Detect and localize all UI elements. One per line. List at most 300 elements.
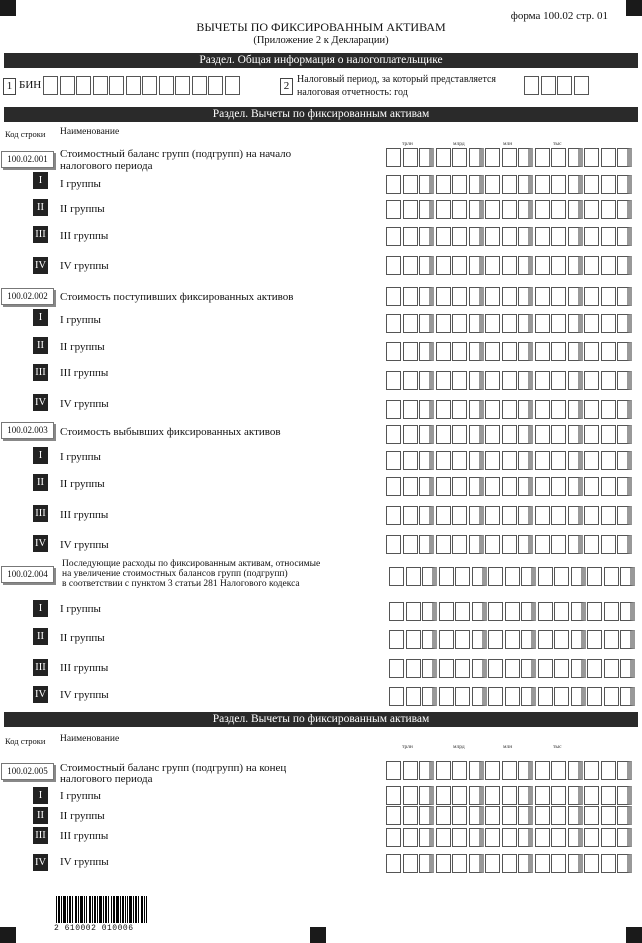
digit-cell[interactable] <box>386 256 401 275</box>
digit-cell[interactable] <box>601 506 616 525</box>
digit-cell[interactable] <box>518 200 533 219</box>
digit-cell[interactable] <box>617 506 632 525</box>
digit-cell[interactable] <box>386 477 401 496</box>
digit-cell[interactable] <box>403 314 418 333</box>
digit-cell[interactable] <box>518 342 533 361</box>
digit-cell[interactable] <box>601 400 616 419</box>
digit-cell[interactable] <box>389 659 404 678</box>
digit-cell[interactable] <box>469 314 484 333</box>
digit-cell[interactable] <box>518 506 533 525</box>
digit-cell[interactable] <box>403 148 418 167</box>
digit-cell[interactable] <box>601 314 616 333</box>
digit-cell[interactable] <box>472 659 487 678</box>
digit-cell[interactable] <box>469 256 484 275</box>
digit-cell[interactable] <box>419 786 434 805</box>
digit-cell[interactable] <box>568 535 583 554</box>
digit-cell[interactable] <box>521 602 536 621</box>
digit-cell[interactable] <box>601 227 616 246</box>
digit-cell[interactable] <box>551 256 566 275</box>
digit-cell[interactable] <box>452 854 467 873</box>
digit-cell[interactable] <box>452 535 467 554</box>
digit-cell[interactable] <box>617 371 632 390</box>
digit-cell[interactable] <box>469 425 484 444</box>
digit-cell[interactable] <box>386 786 401 805</box>
digit-cell[interactable] <box>502 535 517 554</box>
digit-cell[interactable] <box>617 175 632 194</box>
digit-cell[interactable] <box>601 342 616 361</box>
digit-cell[interactable] <box>518 854 533 873</box>
digit-cell[interactable] <box>557 76 572 95</box>
digit-cell[interactable] <box>485 227 500 246</box>
digit-cell[interactable] <box>568 828 583 847</box>
digit-cell[interactable] <box>518 451 533 470</box>
digit-cell[interactable] <box>551 854 566 873</box>
digit-cell[interactable] <box>403 477 418 496</box>
digit-cell[interactable] <box>403 342 418 361</box>
digit-cell[interactable] <box>535 854 550 873</box>
digit-cell[interactable] <box>488 659 503 678</box>
digit-cell[interactable] <box>386 400 401 419</box>
digit-cell[interactable] <box>406 567 421 586</box>
digit-cell[interactable] <box>584 786 599 805</box>
digit-cell[interactable] <box>502 806 517 825</box>
digit-cell[interactable] <box>386 227 401 246</box>
digit-cell[interactable] <box>436 314 451 333</box>
digit-cell[interactable] <box>419 806 434 825</box>
digit-cell[interactable] <box>403 506 418 525</box>
digit-cell[interactable] <box>469 175 484 194</box>
digit-cell[interactable] <box>518 828 533 847</box>
digit-cell[interactable] <box>601 806 616 825</box>
digit-cell[interactable] <box>502 371 517 390</box>
digit-cell[interactable] <box>620 630 635 649</box>
digit-cell[interactable] <box>584 477 599 496</box>
digit-cell[interactable] <box>386 200 401 219</box>
digit-cell[interactable] <box>601 854 616 873</box>
digit-cell[interactable] <box>406 602 421 621</box>
digit-cell[interactable] <box>584 227 599 246</box>
digit-cell[interactable] <box>403 287 418 306</box>
digit-cell[interactable] <box>568 227 583 246</box>
digit-cell[interactable] <box>617 342 632 361</box>
digit-cell[interactable] <box>620 567 635 586</box>
digit-cell[interactable] <box>403 256 418 275</box>
digit-cell[interactable] <box>617 314 632 333</box>
digit-cell[interactable] <box>617 287 632 306</box>
digit-cell[interactable] <box>584 425 599 444</box>
digit-cell[interactable] <box>601 535 616 554</box>
digit-cell[interactable] <box>568 761 583 780</box>
digit-cell[interactable] <box>419 451 434 470</box>
digit-cell[interactable] <box>76 76 91 95</box>
digit-cell[interactable] <box>551 227 566 246</box>
digit-cell[interactable] <box>617 806 632 825</box>
digit-cell[interactable] <box>584 854 599 873</box>
digit-cell[interactable] <box>485 535 500 554</box>
digit-cell[interactable] <box>485 148 500 167</box>
digit-cell[interactable] <box>601 451 616 470</box>
digit-cell[interactable] <box>403 854 418 873</box>
digit-cell[interactable] <box>518 227 533 246</box>
digit-cell[interactable] <box>485 506 500 525</box>
digit-cell[interactable] <box>535 148 550 167</box>
digit-cell[interactable] <box>485 200 500 219</box>
digit-cell[interactable] <box>584 342 599 361</box>
digit-cell[interactable] <box>472 602 487 621</box>
digit-cell[interactable] <box>521 567 536 586</box>
digit-cell[interactable] <box>568 806 583 825</box>
digit-cell[interactable] <box>386 761 401 780</box>
digit-cell[interactable] <box>419 854 434 873</box>
digit-cell[interactable] <box>584 256 599 275</box>
digit-cell[interactable] <box>389 567 404 586</box>
digit-cell[interactable] <box>535 425 550 444</box>
digit-cell[interactable] <box>422 602 437 621</box>
digit-cell[interactable] <box>485 314 500 333</box>
digit-cell[interactable] <box>439 687 454 706</box>
digit-cell[interactable] <box>469 535 484 554</box>
digit-cell[interactable] <box>469 400 484 419</box>
digit-cell[interactable] <box>568 200 583 219</box>
digit-cell[interactable] <box>485 425 500 444</box>
digit-cell[interactable] <box>518 761 533 780</box>
digit-cell[interactable] <box>403 828 418 847</box>
digit-cell[interactable] <box>604 602 619 621</box>
digit-cell[interactable] <box>452 227 467 246</box>
digit-cell[interactable] <box>502 227 517 246</box>
digit-cell[interactable] <box>419 425 434 444</box>
digit-cell[interactable] <box>502 175 517 194</box>
digit-cell[interactable] <box>518 314 533 333</box>
digit-cell[interactable] <box>403 786 418 805</box>
digit-cell[interactable] <box>574 76 589 95</box>
digit-cell[interactable] <box>469 451 484 470</box>
digit-cell[interactable] <box>436 786 451 805</box>
digit-cell[interactable] <box>535 535 550 554</box>
digit-cell[interactable] <box>535 287 550 306</box>
digit-cell[interactable] <box>587 659 602 678</box>
digit-cell[interactable] <box>436 854 451 873</box>
digit-cell[interactable] <box>518 371 533 390</box>
digit-cell[interactable] <box>601 371 616 390</box>
digit-cell[interactable] <box>389 630 404 649</box>
digit-cell[interactable] <box>386 425 401 444</box>
digit-cell[interactable] <box>439 567 454 586</box>
digit-cell[interactable] <box>601 477 616 496</box>
digit-cell[interactable] <box>469 761 484 780</box>
digit-cell[interactable] <box>485 256 500 275</box>
digit-cell[interactable] <box>386 148 401 167</box>
digit-cell[interactable] <box>436 535 451 554</box>
digit-cell[interactable] <box>469 342 484 361</box>
digit-cell[interactable] <box>452 256 467 275</box>
digit-cell[interactable] <box>485 854 500 873</box>
digit-cell[interactable] <box>419 314 434 333</box>
digit-cell[interactable] <box>502 506 517 525</box>
digit-cell[interactable] <box>419 535 434 554</box>
digit-cell[interactable] <box>551 148 566 167</box>
digit-cell[interactable] <box>617 227 632 246</box>
digit-cell[interactable] <box>604 567 619 586</box>
digit-cell[interactable] <box>485 342 500 361</box>
digit-cell[interactable] <box>386 287 401 306</box>
digit-cell[interactable] <box>436 451 451 470</box>
digit-cell[interactable] <box>472 630 487 649</box>
digit-cell[interactable] <box>601 786 616 805</box>
digit-cell[interactable] <box>518 806 533 825</box>
digit-cell[interactable] <box>571 659 586 678</box>
digit-cell[interactable] <box>617 477 632 496</box>
digit-cell[interactable] <box>551 425 566 444</box>
digit-cell[interactable] <box>554 602 569 621</box>
digit-cell[interactable] <box>485 761 500 780</box>
digit-cell[interactable] <box>455 630 470 649</box>
digit-cell[interactable] <box>485 477 500 496</box>
digit-cell[interactable] <box>584 371 599 390</box>
digit-cell[interactable] <box>551 451 566 470</box>
digit-cell[interactable] <box>587 630 602 649</box>
digit-cell[interactable] <box>403 451 418 470</box>
digit-cell[interactable] <box>587 602 602 621</box>
digit-cell[interactable] <box>386 451 401 470</box>
digit-cell[interactable] <box>403 175 418 194</box>
digit-cell[interactable] <box>422 567 437 586</box>
digit-cell[interactable] <box>406 630 421 649</box>
digit-cell[interactable] <box>571 630 586 649</box>
digit-cell[interactable] <box>403 400 418 419</box>
digit-cell[interactable] <box>502 425 517 444</box>
digit-cell[interactable] <box>436 371 451 390</box>
digit-cell[interactable] <box>535 371 550 390</box>
digit-cell[interactable] <box>469 828 484 847</box>
digit-cell[interactable] <box>551 342 566 361</box>
digit-cell[interactable] <box>620 602 635 621</box>
digit-cell[interactable] <box>617 786 632 805</box>
digit-cell[interactable] <box>485 806 500 825</box>
digit-cell[interactable] <box>60 76 75 95</box>
digit-cell[interactable] <box>419 400 434 419</box>
digit-cell[interactable] <box>601 175 616 194</box>
digit-cell[interactable] <box>584 828 599 847</box>
digit-cell[interactable] <box>505 659 520 678</box>
digit-cell[interactable] <box>538 630 553 649</box>
digit-cell[interactable] <box>488 567 503 586</box>
digit-cell[interactable] <box>436 425 451 444</box>
digit-cell[interactable] <box>469 148 484 167</box>
digit-cell[interactable] <box>485 287 500 306</box>
digit-cell[interactable] <box>535 786 550 805</box>
digit-cell[interactable] <box>604 630 619 649</box>
digit-cell[interactable] <box>535 806 550 825</box>
digit-cell[interactable] <box>452 200 467 219</box>
digit-cell[interactable] <box>43 76 58 95</box>
digit-cell[interactable] <box>538 687 553 706</box>
digit-cell[interactable] <box>488 602 503 621</box>
digit-cell[interactable] <box>554 567 569 586</box>
digit-cell[interactable] <box>521 630 536 649</box>
digit-cell[interactable] <box>502 761 517 780</box>
digit-cell[interactable] <box>436 287 451 306</box>
digit-cell[interactable] <box>518 287 533 306</box>
digit-cell[interactable] <box>502 786 517 805</box>
digit-cell[interactable] <box>535 227 550 246</box>
digit-cell[interactable] <box>554 687 569 706</box>
digit-cell[interactable] <box>469 287 484 306</box>
digit-cell[interactable] <box>505 602 520 621</box>
digit-cell[interactable] <box>439 630 454 649</box>
digit-cell[interactable] <box>601 425 616 444</box>
digit-cell[interactable] <box>568 854 583 873</box>
digit-cell[interactable] <box>225 76 240 95</box>
digit-cell[interactable] <box>419 506 434 525</box>
digit-cell[interactable] <box>535 400 550 419</box>
digit-cell[interactable] <box>571 567 586 586</box>
digit-cell[interactable] <box>584 200 599 219</box>
digit-cell[interactable] <box>568 148 583 167</box>
digit-cell[interactable] <box>419 148 434 167</box>
digit-cell[interactable] <box>568 451 583 470</box>
digit-cell[interactable] <box>485 400 500 419</box>
digit-cell[interactable] <box>452 148 467 167</box>
digit-cell[interactable] <box>551 506 566 525</box>
digit-cell[interactable] <box>452 806 467 825</box>
digit-cell[interactable] <box>505 687 520 706</box>
digit-cell[interactable] <box>554 630 569 649</box>
digit-cell[interactable] <box>604 659 619 678</box>
digit-cell[interactable] <box>93 76 108 95</box>
digit-cell[interactable] <box>502 854 517 873</box>
digit-cell[interactable] <box>452 400 467 419</box>
digit-cell[interactable] <box>488 630 503 649</box>
digit-cell[interactable] <box>403 371 418 390</box>
digit-cell[interactable] <box>469 227 484 246</box>
digit-cell[interactable] <box>538 567 553 586</box>
digit-cell[interactable] <box>601 287 616 306</box>
digit-cell[interactable] <box>386 175 401 194</box>
digit-cell[interactable] <box>436 175 451 194</box>
digit-cell[interactable] <box>617 148 632 167</box>
digit-cell[interactable] <box>469 506 484 525</box>
digit-cell[interactable] <box>472 687 487 706</box>
digit-cell[interactable] <box>551 287 566 306</box>
digit-cell[interactable] <box>568 342 583 361</box>
digit-cell[interactable] <box>436 256 451 275</box>
digit-cell[interactable] <box>142 76 157 95</box>
digit-cell[interactable] <box>485 786 500 805</box>
digit-cell[interactable] <box>502 148 517 167</box>
digit-cell[interactable] <box>452 425 467 444</box>
digit-cell[interactable] <box>535 175 550 194</box>
digit-cell[interactable] <box>452 451 467 470</box>
digit-cell[interactable] <box>568 371 583 390</box>
digit-cell[interactable] <box>584 148 599 167</box>
digit-cell[interactable] <box>419 256 434 275</box>
digit-cell[interactable] <box>488 687 503 706</box>
digit-cell[interactable] <box>535 506 550 525</box>
digit-cell[interactable] <box>485 828 500 847</box>
digit-cell[interactable] <box>436 761 451 780</box>
digit-cell[interactable] <box>551 806 566 825</box>
digit-cell[interactable] <box>524 76 539 95</box>
digit-cell[interactable] <box>584 175 599 194</box>
digit-cell[interactable] <box>551 535 566 554</box>
digit-cell[interactable] <box>617 400 632 419</box>
digit-cell[interactable] <box>554 659 569 678</box>
digit-cell[interactable] <box>469 477 484 496</box>
digit-cell[interactable] <box>502 287 517 306</box>
digit-cell[interactable] <box>452 175 467 194</box>
digit-cell[interactable] <box>419 227 434 246</box>
digit-cell[interactable] <box>584 535 599 554</box>
digit-cell[interactable] <box>505 630 520 649</box>
digit-cell[interactable] <box>620 687 635 706</box>
digit-cell[interactable] <box>455 567 470 586</box>
digit-cell[interactable] <box>551 761 566 780</box>
digit-cell[interactable] <box>551 400 566 419</box>
digit-cell[interactable] <box>436 148 451 167</box>
digit-cell[interactable] <box>389 602 404 621</box>
digit-cell[interactable] <box>584 287 599 306</box>
digit-cell[interactable] <box>403 806 418 825</box>
digit-cell[interactable] <box>422 630 437 649</box>
digit-cell[interactable] <box>568 477 583 496</box>
digit-cell[interactable] <box>518 148 533 167</box>
digit-cell[interactable] <box>485 451 500 470</box>
digit-cell[interactable] <box>584 400 599 419</box>
digit-cell[interactable] <box>551 828 566 847</box>
digit-cell[interactable] <box>419 200 434 219</box>
digit-cell[interactable] <box>406 687 421 706</box>
digit-cell[interactable] <box>617 854 632 873</box>
digit-cell[interactable] <box>502 200 517 219</box>
digit-cell[interactable] <box>502 314 517 333</box>
digit-cell[interactable] <box>126 76 141 95</box>
digit-cell[interactable] <box>436 200 451 219</box>
digit-cell[interactable] <box>485 175 500 194</box>
digit-cell[interactable] <box>502 400 517 419</box>
digit-cell[interactable] <box>521 687 536 706</box>
digit-cell[interactable] <box>386 535 401 554</box>
digit-cell[interactable] <box>419 828 434 847</box>
digit-cell[interactable] <box>538 602 553 621</box>
digit-cell[interactable] <box>538 659 553 678</box>
digit-cell[interactable] <box>601 256 616 275</box>
digit-cell[interactable] <box>439 659 454 678</box>
digit-cell[interactable] <box>452 786 467 805</box>
digit-cell[interactable] <box>518 786 533 805</box>
digit-cell[interactable] <box>436 806 451 825</box>
digit-cell[interactable] <box>617 425 632 444</box>
digit-cell[interactable] <box>436 227 451 246</box>
digit-cell[interactable] <box>587 567 602 586</box>
digit-cell[interactable] <box>568 256 583 275</box>
digit-cell[interactable] <box>403 425 418 444</box>
digit-cell[interactable] <box>551 786 566 805</box>
digit-cell[interactable] <box>587 687 602 706</box>
digit-cell[interactable] <box>469 786 484 805</box>
digit-cell[interactable] <box>386 828 401 847</box>
digit-cell[interactable] <box>620 659 635 678</box>
digit-cell[interactable] <box>601 828 616 847</box>
digit-cell[interactable] <box>406 659 421 678</box>
digit-cell[interactable] <box>571 687 586 706</box>
digit-cell[interactable] <box>452 287 467 306</box>
digit-cell[interactable] <box>452 314 467 333</box>
digit-cell[interactable] <box>617 828 632 847</box>
digit-cell[interactable] <box>601 200 616 219</box>
digit-cell[interactable] <box>386 371 401 390</box>
digit-cell[interactable] <box>502 342 517 361</box>
